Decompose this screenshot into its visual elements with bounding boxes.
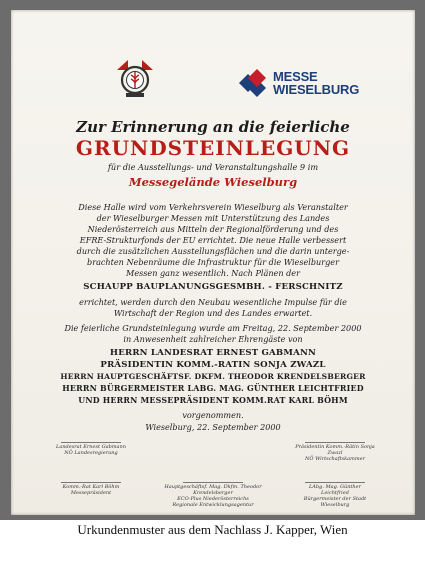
body-line: brachten Nebenräume die Infrastruktur für die Wieselburger [87, 257, 339, 267]
signature-name: Präsidentin Komm.-Rätin Sonja Zwazl [295, 444, 375, 456]
body-line: Niederösterreich aus Mitteln der Regionalförderung und des [87, 224, 339, 234]
body-line: Diese Halle wird vom Verkehrsverein Wieselburg als Veranstalter [78, 202, 348, 212]
signature-name: LAbg. Mag. Günther Leichtfried [308, 484, 361, 496]
body-line: Wirtschaft der Region und des Landes erwartet. [113, 308, 313, 318]
signature-top-right [295, 442, 375, 462]
body-line: Messen ganz wesentlich. Nach Plänen der [126, 268, 300, 278]
signature-name: Hauptgeschäftsf. Mag. Dkfm. Theodor Krendelsberger [164, 484, 262, 496]
image-caption: Urkundenmuster aus dem Nachlass J. Kapper, Wien [77, 522, 348, 537]
signature-role: Bürgermeister der Stadt [303, 496, 367, 502]
body-line: EFRE-Strukturfonds der EU errichtet. Die neue Halle verbessert [79, 235, 347, 245]
signature-role: NÖ Landesregierung [64, 450, 118, 456]
certificate-title: GRUNDSTEINLEGUNG [75, 136, 351, 160]
guest-name: HERRN BÜRGERMEISTER LABG. MAG. GÜNTHER LEICHTFRIED [62, 384, 364, 393]
guest-name: PRÄSIDENTIN KOMM.-RATIN SONJA ZWAZL [100, 360, 326, 370]
signature-role: Wieselburg [320, 502, 350, 508]
signature-bottom-right [295, 482, 375, 508]
signature-top-left [51, 442, 131, 456]
ceremony-line: in Anwesenheit zahlreicher Ehrengäste von [123, 334, 303, 344]
body-line: durch die zusätzlichen Ausstellungsflächen und die darin unterge- [76, 246, 350, 256]
signature-bottom-center [161, 482, 265, 508]
guest-name: HERRN LANDESRAT ERNEST GABMANN [109, 348, 317, 358]
signature-name: Landesrat Ernest Gabmann [56, 444, 126, 450]
place-date: Wieselburg, 22. September 2000 [145, 422, 281, 432]
signature-role: Regionale Entwicklungsagentur [172, 502, 254, 508]
messe-wieselburg-logo-mark [231, 66, 273, 100]
signature-bottom-left [51, 482, 131, 496]
closing-text: vorgenommen. [182, 410, 244, 420]
body-line: errichtet, werden durch den Neubau wesentliche Impulse für die [79, 297, 347, 307]
certificate-subtitle-1: für die Ausstellungs- und Veranstaltungshalle 9 im [107, 162, 319, 172]
brand-line-2: WIESELBURG [273, 82, 360, 97]
ceremony-line: Die feierliche Grundsteinlegung wurde am Freitag, 22. September 2000 [64, 323, 362, 333]
body-line: der Wieselburger Messen mit Unterstützung des Landes [96, 213, 330, 223]
certificate-heading: Zur Erinnerung an die feierliche [76, 118, 350, 136]
brand-line-1: MESSE [273, 69, 318, 84]
signature-name: Komm.-Rat Karl Böhm [62, 484, 120, 490]
guest-name: HERRN HAUPTGESCHÄFTSF. DKFM. THEODOR KRENDELSBERGER [60, 372, 366, 381]
certificate-document [11, 10, 415, 515]
guest-name: UND HERRN MESSEPRÄSIDENT KOMM.RAT KARL BÖHM [78, 396, 348, 405]
signature-role: Messepräsident [70, 490, 112, 496]
brand-wordmark [273, 70, 359, 96]
wieselburg-emblem-logo [115, 56, 155, 102]
signature-role: ECO-Plus Niederösterreichs [177, 496, 249, 502]
signature-role: NÖ Wirtschaftskammer [305, 456, 365, 462]
architect-firm: SCHAUPP BAUPLANUNGSGESMBH. - FERSCHNITZ [83, 282, 343, 292]
certificate-subtitle-2: Messegelände Wieselburg [128, 175, 298, 189]
